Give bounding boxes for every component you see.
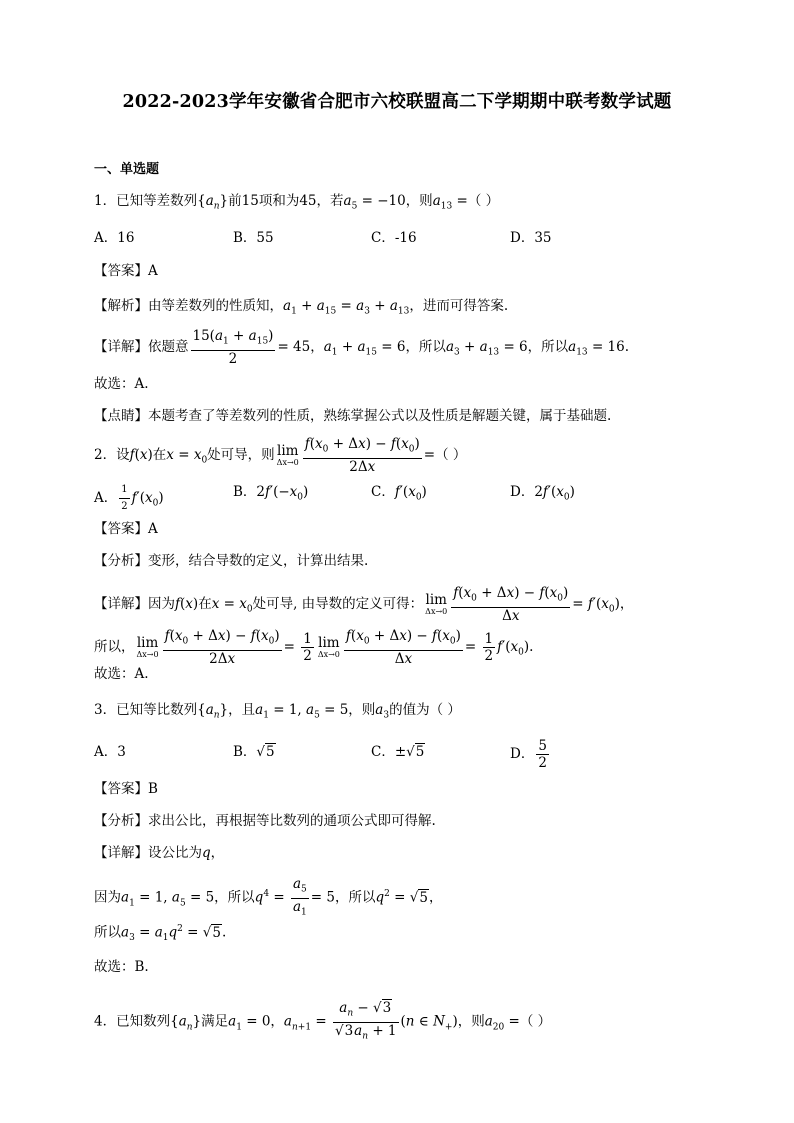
q3-analysis: 【分析】求出公比，再根据等比数列的通项公式即可得解. (94, 813, 436, 829)
q3-detail-2: 因为$a_1 = 1$, $a_5 = 5$，所以$q^4$ = $\frac{a_5}{a_1}$ = 5，所以$q^2 = √5$， (94, 876, 443, 918)
q2-detail-2: 所以， lim Δx→0 $\frac{f(x_0 + \Delta x) - f(x_0)}{2\Delta x}$ = $\frac{1}{2}$ lim Δx→0 $\frac{f(x_0 + \Delta x) - f(x_0)}{\Delta x}$ = $\frac{1}{2}$ $f'(x_0)$. (94, 628, 534, 667)
q2-answer: 【答案】A (94, 521, 158, 537)
q2-option-c: C．$f'(x_0)$ (371, 484, 427, 503)
q1-select: 故选：A. (94, 376, 149, 392)
q1-option-a: A．16 (94, 230, 135, 246)
q2-select: 故选：A. (94, 666, 149, 682)
q3-detail-3: 所以$a_3 = a_1q^2 = √5$. (94, 924, 227, 944)
q1-stem: 1．已知等差数列$\{a_n\}$前15项和为45，若$a_5 = -10$，则$a_{13}$ =（ ） (94, 193, 500, 212)
q3-detail: 【详解】设公比为q， (94, 845, 225, 861)
q1-comment: 【点睛】本题考查了等差数列的性质，熟练掌握公式以及性质是解题关键，属于基础题. (94, 408, 612, 424)
q1-answer: 【答案】A (94, 263, 158, 279)
q3-answer: 【答案】B (94, 781, 158, 797)
q2-option-b: B．$2f'(-x_0)$ (233, 484, 309, 503)
q1-analysis: 【解析】由等差数列的性质知，$a_1 + a_{15} = a_3 + a_{13}$，进而可得答案. (94, 298, 509, 317)
q2-option-a: A． $\frac{1}{2}$ $f'(x_0)$ (94, 484, 164, 512)
q1-detail: 【详解】依题意 $\frac{15(a_1 + a_{15})}{2}$ = 45，$a_1 + a_{15} = 6$，所以$a_3 + a_{13} = 6$，所以$a_{13} = 16$. (94, 328, 630, 367)
q2-detail: 【详解】因为f(x)在$x = x_0$处可导, 由导数的定义可得： lim Δx→0 $\frac{f(x_0 + \Delta x) - f(x_0)}{\Delta x}$ = $f'(x_0)$， (94, 585, 634, 624)
q3-select: 故选：B. (94, 959, 149, 975)
q3-option-c: C．±√5 (371, 744, 425, 760)
q3-option-d: D． $\frac{5}{2}$ (510, 738, 547, 771)
q2-stem: 2．设f(x)在$x = x_0$处可导，则 lim Δx→0 $\frac{f(x_0 + \Delta x) - f(x_0)}{2\Delta x}$ =（ ） (94, 436, 467, 475)
q3-stem: 3．已知等比数列$\{a_n\}$，且$a_1 = 1$, $a_5 = 5$，则$a_3$的值为（ ） (94, 702, 461, 721)
q2-option-d: D．$2f'(x_0)$ (510, 484, 575, 503)
section-heading: 一、单选题 (94, 162, 160, 177)
q3-option-a: A．3 (94, 744, 126, 760)
q1-option-d: D．35 (510, 230, 552, 246)
document-title: 2022-2023学年安徽省合肥市六校联盟高二下学期期中联考数学试题 (122, 92, 672, 112)
q4-stem: 4．已知数列$\{a_n\}$满足$a_1 = 0$，$a_{n+1}$ = $\frac{a_n - √3}{√3a_n + 1}$ (n ∈ $N_+$)，则$a_{20}$ =（ ） (94, 1000, 552, 1042)
q1-option-b: B．55 (233, 230, 274, 246)
q1-option-c: C．-16 (371, 230, 417, 246)
q2-analysis: 【分析】变形，结合导数的定义，计算出结果. (94, 553, 369, 569)
q3-option-b: B．√5 (233, 744, 275, 760)
